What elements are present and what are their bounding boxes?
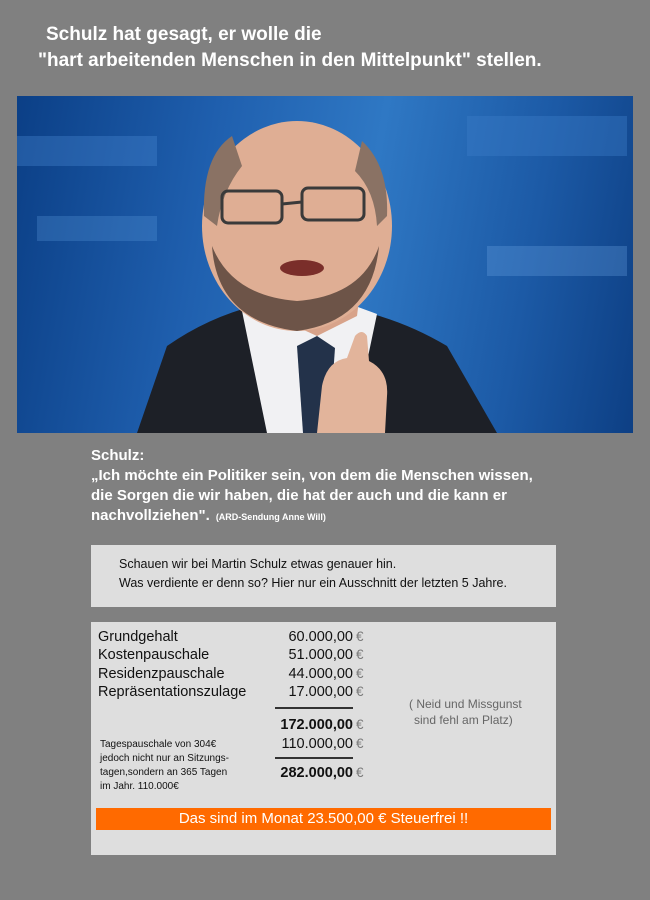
income-table <box>91 622 556 855</box>
intro-box <box>91 545 556 607</box>
politician-photo <box>17 96 633 433</box>
income-label-residenzpauschale: Residenzpauschale <box>98 666 225 682</box>
euro-sign: € <box>356 666 364 681</box>
monthly-summary-banner: Das sind im Monat 23.500,00 € Steuerfrei !! <box>96 808 551 830</box>
euro-sign: € <box>356 765 364 780</box>
side-note <box>409 696 549 728</box>
intro-line-1: Schauen wir bei Martin Schulz etwas genauer hin. <box>119 557 397 571</box>
side-note-line-2: sind fehl am Platz) <box>414 713 513 727</box>
daily-note-line-1: Tagespauschale von 304€ <box>100 739 217 750</box>
income-label-grundgehalt: Grundgehalt <box>98 629 178 645</box>
euro-sign: € <box>356 736 364 751</box>
income-value-kostenpauschale: 51.000,00 <box>288 647 353 663</box>
euro-sign: € <box>356 684 364 699</box>
income-label-repraesentationszulage: Repräsentationszulage <box>98 684 247 700</box>
income-total: 282.000,00 <box>280 765 353 781</box>
income-label-kostenpauschale: Kostenpauschale <box>98 647 210 663</box>
quote-block <box>91 446 591 527</box>
intro-line-2: Was verdiente er denn so? Hier nur ein Ausschnitt der letzten 5 Jahre. <box>119 576 507 590</box>
daily-note-line-2: jedoch nicht nur an Sitzungs- <box>100 753 229 764</box>
sum-divider-2 <box>275 757 353 759</box>
income-value-repraesentationszulage: 17.000,00 <box>288 684 353 700</box>
income-value-residenzpauschale: 44.000,00 <box>288 666 353 682</box>
headline <box>38 22 628 74</box>
income-value-grundgehalt: 60.000,00 <box>288 629 353 645</box>
quote-speaker: Schulz: <box>91 447 145 464</box>
side-note-line-1: ( Neid und Missgunst <box>409 697 522 711</box>
quote-line-3-wrap <box>91 506 591 527</box>
daily-allowance-note <box>100 738 270 794</box>
quote-source: (ARD-Sendung Anne Will) <box>215 512 326 522</box>
sum-divider-1 <box>275 707 353 709</box>
headline-line-2: "hart arbeitenden Menschen in den Mittelpunkt" stellen. <box>38 50 542 71</box>
headline-line-1: Schulz hat gesagt, er wolle die <box>46 24 322 45</box>
euro-sign: € <box>356 629 364 644</box>
income-daily-value: 110.000,00 <box>281 736 353 752</box>
daily-note-line-4: im Jahr. 110.000€ <box>100 781 179 792</box>
income-subtotal: 172.000,00 <box>280 717 353 733</box>
euro-sign: € <box>356 717 364 732</box>
quote-line-2: die Sorgen die wir haben, die hat der auch und die kann er <box>91 487 507 504</box>
daily-note-line-3: tagen,sondern an 365 Tagen <box>100 767 228 778</box>
quote-line-3: nachvollziehen". <box>91 507 210 524</box>
euro-sign: € <box>356 647 364 662</box>
quote-line-1: „Ich möchte ein Politiker sein, von dem die Menschen wissen, <box>91 467 533 484</box>
